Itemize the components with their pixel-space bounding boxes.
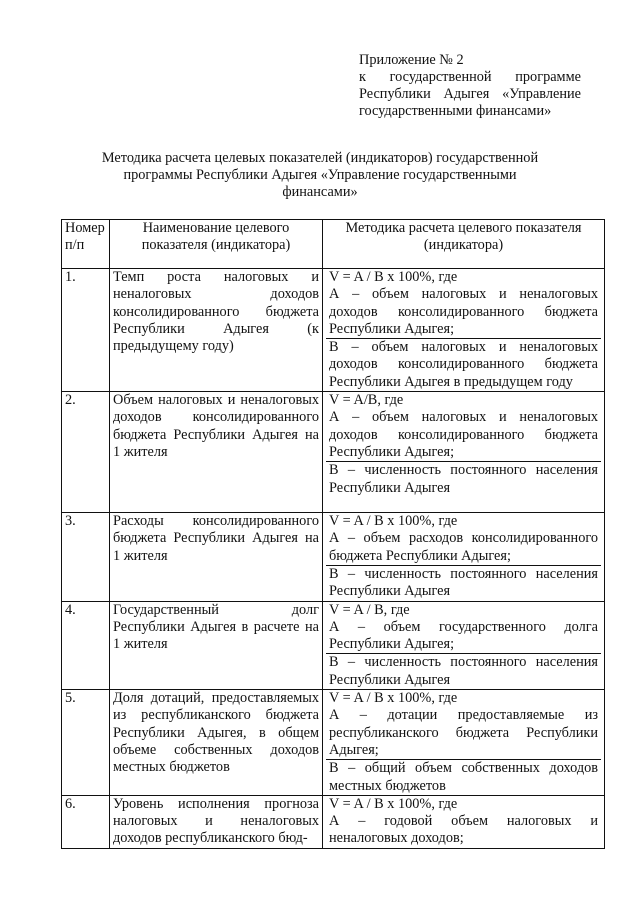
indicator-name: Темп роста налоговых и неналоговых доходов консолидированного бюджета Республики Адыгея (к предыдущему году) [110, 269, 323, 392]
method-variable-a: А – годовой объем налоговых и неналоговых доходов; [329, 813, 598, 847]
indicator-name: Уровень исполнения прогноза налоговых и неналоговых доходов республиканского бюд- [110, 795, 323, 848]
appendix-line: к государственной программе [359, 69, 581, 85]
method-variable-a: А – объем государственного долга Республики Адыгея; [329, 618, 598, 653]
method-formula: V = A / B, где [329, 601, 410, 618]
method-variable-b: В – общий объем собственных доходов местных бюджетов [326, 759, 601, 795]
header-indicator-name: Наименование целевого показателя (индикатора) [110, 220, 323, 269]
appendix-line: государственными финансами» [359, 103, 552, 119]
header-method: Методика расчета целевого показателя (индикатора) [323, 220, 605, 269]
method-formula: V = A / B х 100%, где [329, 513, 458, 530]
method-variable-a: А – объем расходов консолидированного бюджета Республики Адыгея; [329, 530, 598, 564]
appendix-number: Приложение № 2 [359, 52, 464, 68]
method-cell [323, 601, 605, 689]
title-line: программы Республики Адыгея «Управление государственными [123, 167, 517, 183]
indicator-name: Объем налоговых и неналоговых доходов консолидированного бюджета Республики Адыгея на 1 жителя [110, 392, 323, 513]
table-row [62, 513, 605, 601]
method-formula: V = A / B х 100%, где [329, 795, 458, 812]
row-number: 5. [62, 690, 110, 796]
method-formula: V = A / B х 100%, где [329, 269, 458, 285]
appendix-line: Республики Адыгея «Управление [359, 86, 581, 102]
table-row [62, 392, 605, 513]
row-number: 2. [62, 392, 110, 513]
method-variable-b: В – численность постоянного населения Республики Адыгея [326, 653, 601, 689]
row-number: 4. [62, 601, 110, 689]
table-row [62, 690, 605, 796]
method-variable-b: В – численность постоянного населения Республики Адыгея [326, 461, 601, 497]
indicator-name: Доля дотаций, предоставляемых из республиканского бюджета Республики Адыгея, в общем объеме собственных доходов местных бюджетов [110, 690, 323, 796]
method-variable-b: В – объем налоговых и неналоговых доходов консолидированного бюджета Республики Адыгея в предыдущем году [326, 338, 601, 391]
table-header-row [62, 220, 605, 269]
table-row [62, 269, 605, 392]
method-formula: V = A/B, где [329, 392, 404, 409]
method-formula: V = A / B х 100%, где [329, 690, 458, 707]
title-line: финансами» [282, 184, 358, 200]
method-variable-a: А – объем налоговых и неналоговых доходов консолидированного бюджета Республики Адыгея; [329, 286, 598, 337]
indicators-table [61, 219, 605, 849]
indicator-name: Государственный долг Республики Адыгея в расчете на 1 жителя [110, 601, 323, 689]
method-cell [323, 392, 605, 513]
title-line: Методика расчета целевых показателей (индикаторов) государственной [101, 150, 539, 166]
row-number: 3. [62, 513, 110, 601]
header-number: Номер п/п [62, 220, 110, 269]
method-cell [323, 269, 605, 392]
document-title [90, 150, 550, 201]
method-variable-b: В – численность постоянного населения Республики Адыгея [326, 565, 601, 601]
row-number: 1. [62, 269, 110, 392]
method-variable-a: А – дотации предоставляемые из республиканского бюджета Республики Адыгея; [329, 707, 598, 758]
table-row [62, 601, 605, 689]
method-variable-a: А – объем налоговых и неналоговых доходов консолидированного бюджета Республики Адыгея; [329, 409, 598, 460]
method-cell [323, 795, 605, 848]
table-row [62, 795, 605, 848]
row-number: 6. [62, 795, 110, 848]
method-cell [323, 513, 605, 601]
appendix-block [359, 52, 581, 120]
indicator-name: Расходы консолидированного бюджета Республики Адыгея на 1 жителя [110, 513, 323, 601]
method-cell [323, 690, 605, 796]
